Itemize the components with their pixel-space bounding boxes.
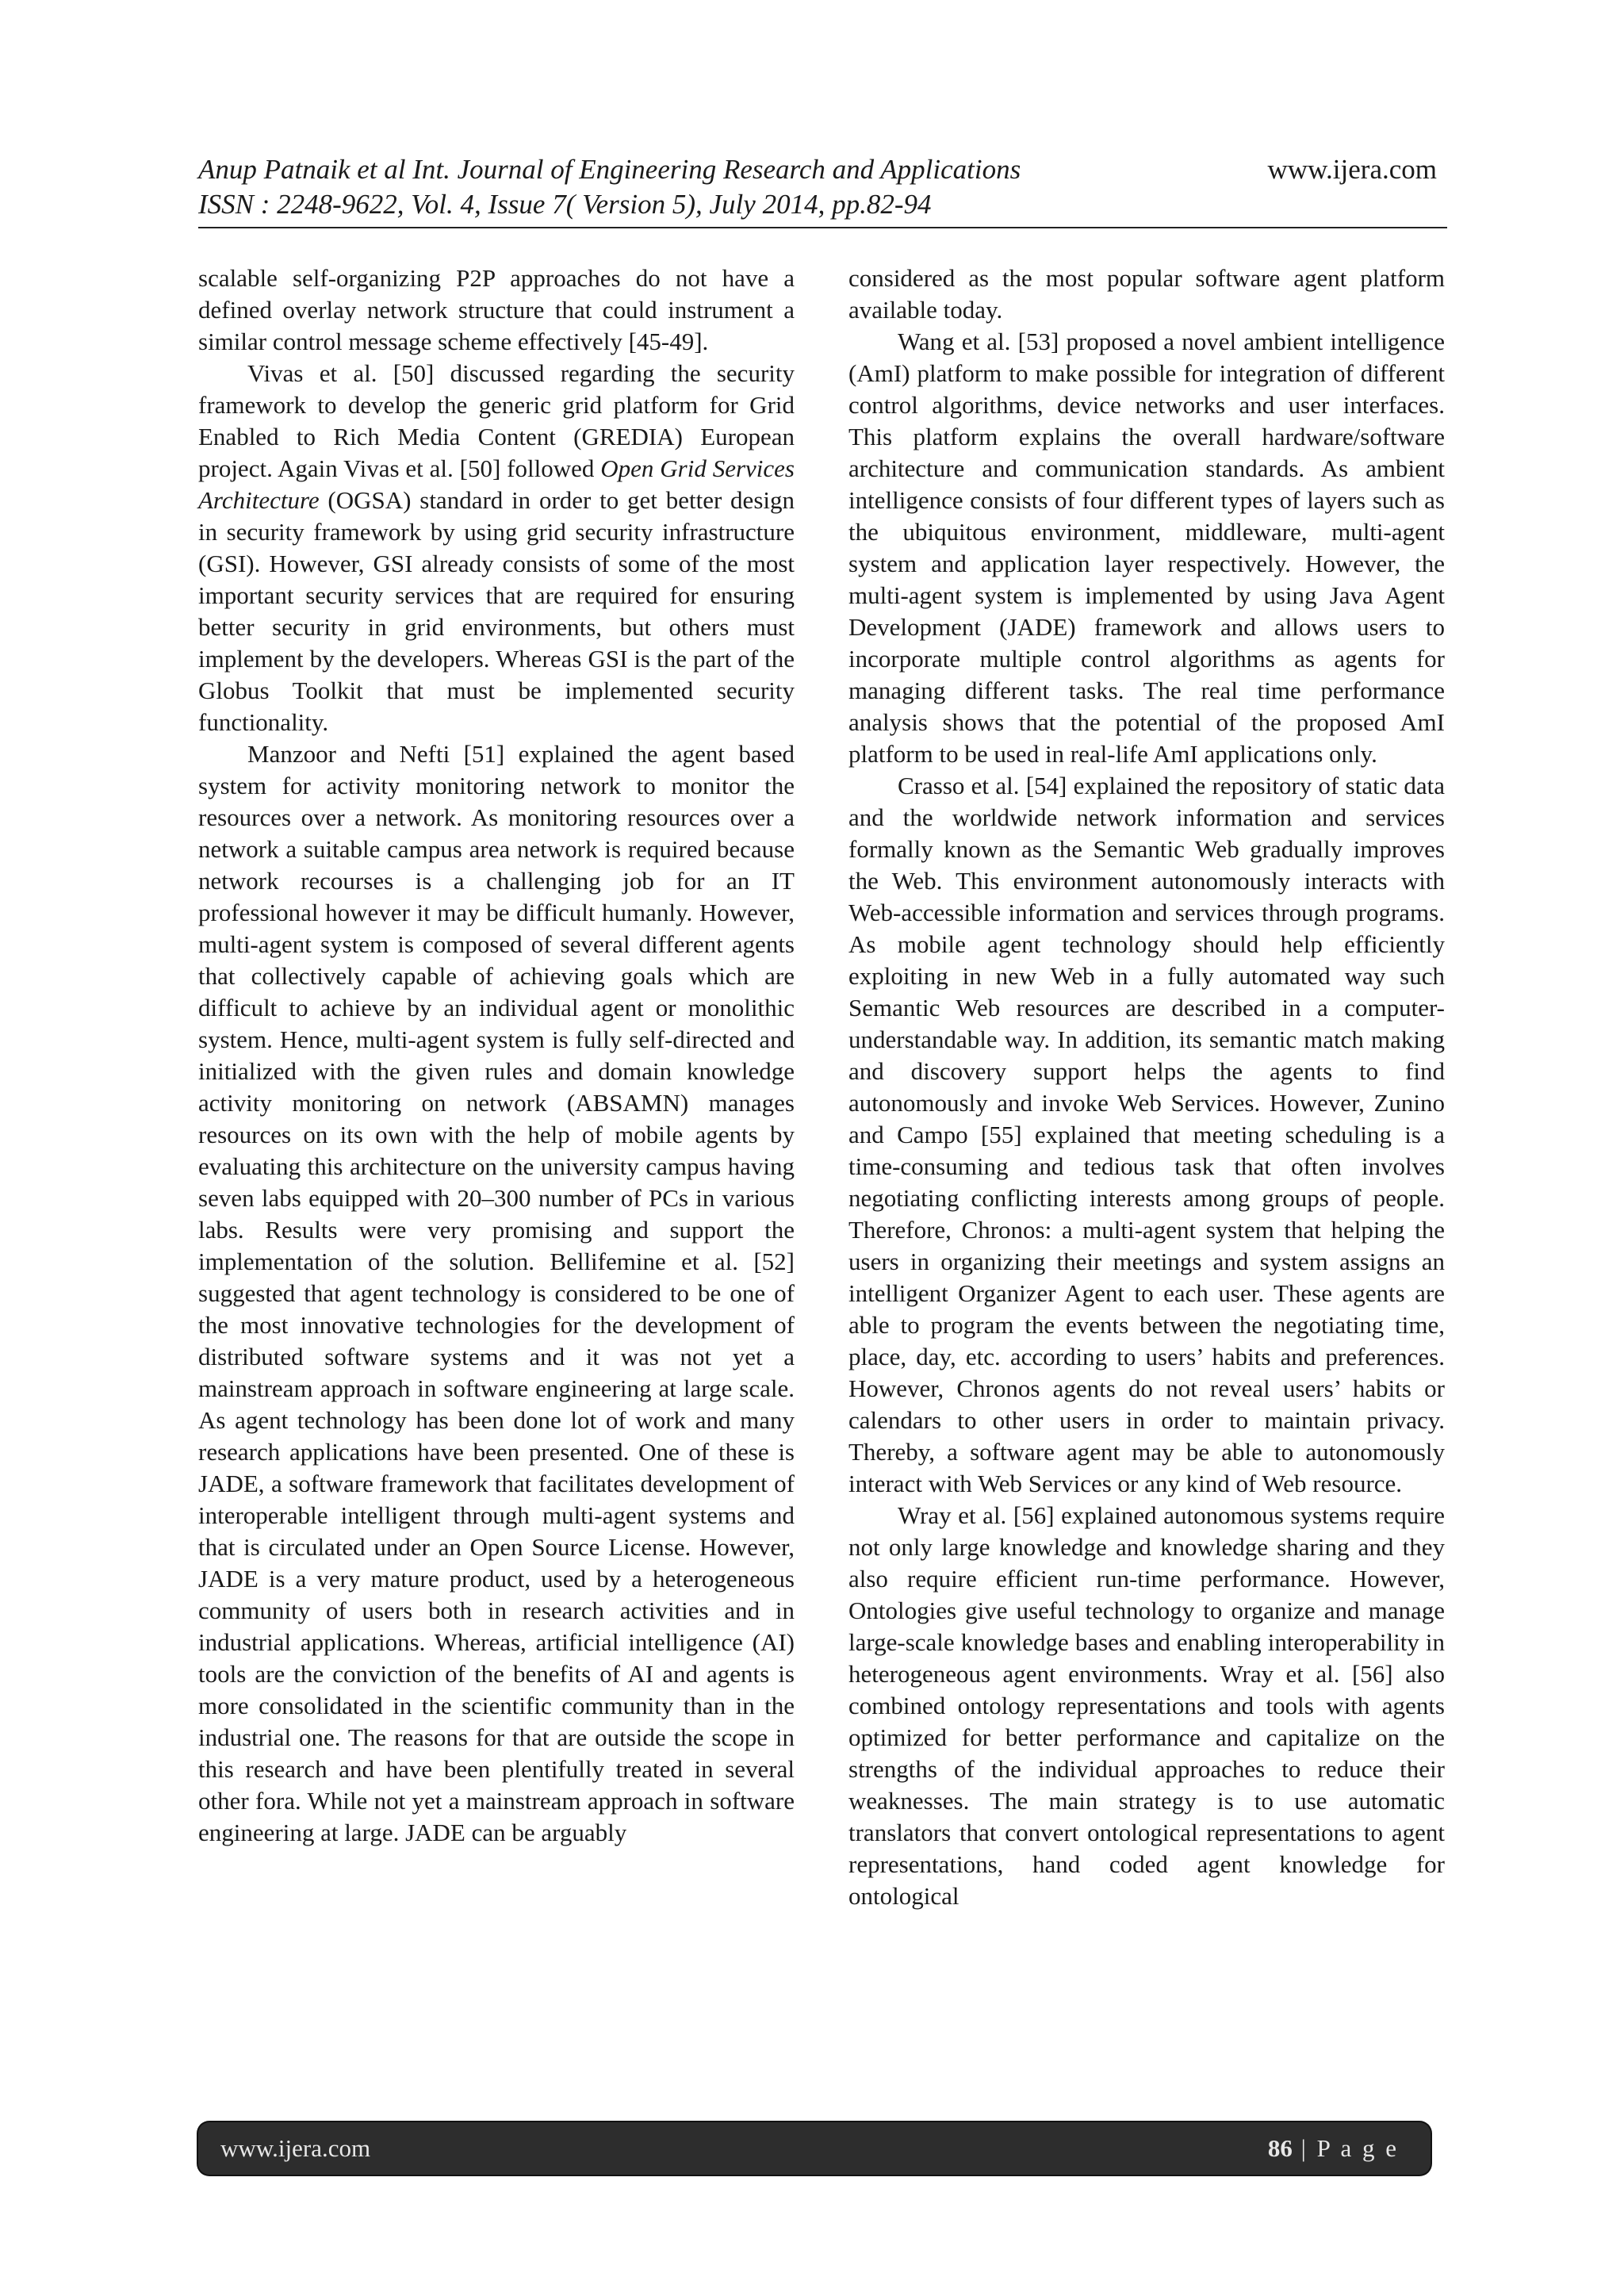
right-paragraph-2: Wang et al. [53] proposed a novel ambient intelligence (AmI) platform to make possible for integration of different control algorithms, device networks and user interfaces. This platform explains the overall hardware/software architecture and communication standards. As ambient intelligence consists of four different types of layers such as the ubiquitous environment, middleware, multi-agent system and application layer respectively. However, the multi-agent system is implemented by using Java Agent Development (JADE) framework and allows users to incorporate multiple control algorithms as agents for managing different tasks. The real time performance analysis shows that the potential of the proposed AmI platform to be used in real-life AmI applications only. xyxy=(848,328,1445,768)
page-label: | P a g e xyxy=(1292,2134,1399,2162)
header-divider xyxy=(198,227,1447,228)
page-number xyxy=(1268,2122,1399,2175)
ogsa-term: Open Grid Services Architecture xyxy=(198,454,795,514)
left-paragraph-3: Manzoor and Nefti [51] explained the agent based system for activity monitoring network to monitor the resources over a network. As monitoring resources over a network a suitable campus area network is required because network recourses is a challenging job for an IT professional however it may be difficult humanly. However, multi-agent system is composed of several different agents that collectively capable of achieving goals which are difficult to achieve by an individual agent or monolithic system. Hence, multi-agent system is fully self-directed and initialized with the given rules and domain knowledge activity monitoring on network (ABSAMN) manages resources on its own with the help of mobile agents by evaluating this architecture on the university campus having seven labs equipped with 20–300 number of PCs in various labs. Results were very promising and support the implementation of the solution. Bellifemine et al. [52] suggested that agent technology is considered to be one of the most innovative technologies for the development of distributed software systems and it was not yet a mainstream approach in software engineering at large scale. As agent technology has been done lot of work and many research applications have been presented. One of these is JADE, a software framework that facilitates development of interoperable intelligent through multi-agent systems and that is circulated under an Open Source License. However, JADE is a very mature product, used by a heterogeneous community of users both in research activities and in industrial applications. Whereas, artificial intelligence (AI) tools are the conviction of the benefits of AI and agents is more consolidated in the scientific community than in the industrial one. The reasons for that are outside the scope in this research and have been plentifully treated in several other fora. While not yet a mainstream approach in software engineering at large. JADE can be arguably xyxy=(198,740,795,1846)
left-paragraph-2 xyxy=(198,358,795,738)
running-header xyxy=(198,152,1437,222)
header-journal-line: Anup Patnaik et al Int. Journal of Engineering Research and Applications xyxy=(198,154,1021,185)
right-paragraph-1: considered as the most popular software agent platform available today. xyxy=(848,264,1445,324)
right-column xyxy=(848,263,1445,1912)
left-paragraph-2-text-a: Vivas et al. [50] discussed regarding the security framework to develop the generic grid platform for Grid Enabled to Rich Media Content (GREDIA) European project. Again Vivas et al. [50] followed xyxy=(198,359,795,482)
page-footer xyxy=(198,2122,1431,2175)
footer-website-link[interactable]: www.ijera.com xyxy=(220,2134,371,2162)
left-paragraph-2-text-b: (OGSA) standard in order to get better design in security framework by using grid security infrastructure (GSI). However, GSI already consists of some of the most important security services that are required for ensuring better security in grid environments, but others must implement by the developers. Whereas GSI is the part of the Globus Toolkit that must be implemented security functionality. xyxy=(198,486,795,736)
left-column xyxy=(198,263,795,1849)
left-paragraph-1: scalable self-organizing P2P approaches do not have a defined overlay network structure that could instrument a similar control message scheme effectively [45-49]. xyxy=(198,264,795,355)
header-website-link[interactable]: www.ijera.com xyxy=(1267,154,1437,185)
page-number-value: 86 xyxy=(1267,2134,1293,2162)
right-paragraph-3: Crasso et al. [54] explained the repository of static data and the worldwide network information and services formally known as the Semantic Web gradually improves the Web. This environment autonomously interacts with Web-accessible information and services through programs. As mobile agent technology should help efficiently exploiting in new Web in a fully automated way such Semantic Web resources are described in a computer-understandable way. In addition, its semantic match making and discovery support helps the agents to find autonomously and invoke Web Services. However, Zunino and Campo [55] explained that meeting scheduling is a time-consuming and tedious task that often involves negotiating conflicting interests among groups of people. Therefore, Chronos: a multi-agent system that helping the users in organizing their meetings and system assigns an intelligent Organizer Agent to each user. These agents are able to program the events between the negotiating time, place, day, etc. according to users’ habits and preferences. However, Chronos agents do not reveal users’ habits or calendars to other users in order to maintain privacy. Thereby, a software agent may be able to autonomously interact with Web Services or any kind of Web resource. xyxy=(848,772,1445,1497)
header-issn-line: ISSN : 2248-9622, Vol. 4, Issue 7( Version 5), July 2014, pp.82-94 xyxy=(198,189,932,220)
right-paragraph-4: Wray et al. [56] explained autonomous systems require not only large knowledge and knowledge sharing and they also require efficient run-time performance. However, Ontologies give useful technology to organize and manage large-scale knowledge bases and enabling interoperability in heterogeneous agent environments. Wray et al. [56] also combined ontology representations and tools with agents optimized for better performance and capitalize on the strengths of the individual approaches to reduce their weaknesses. The main strategy is to use automatic translators that convert ontological representations to agent representations, hand coded agent knowledge for ontological xyxy=(848,1501,1445,1910)
